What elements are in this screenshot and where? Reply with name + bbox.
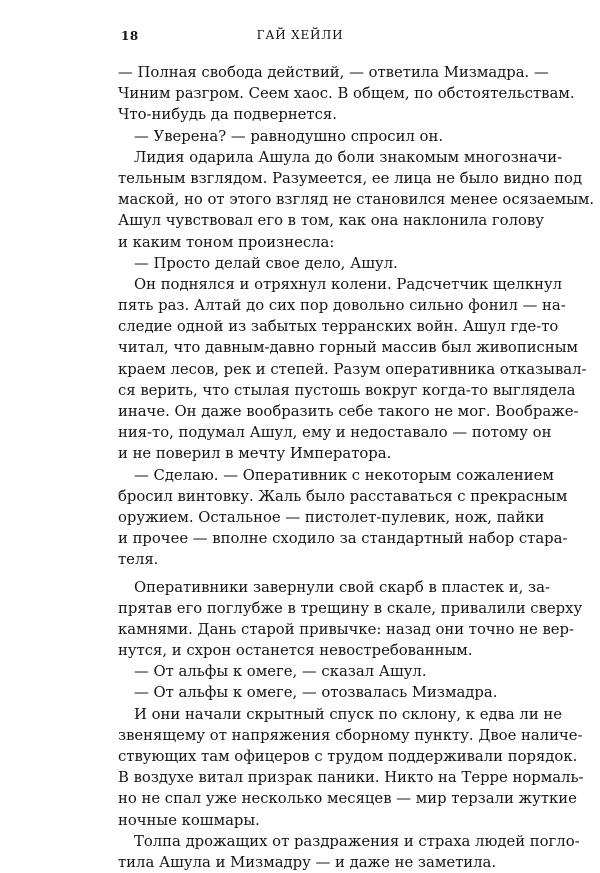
- text-line: бросил винтовку. Жаль было расставаться с прекрасным: [118, 487, 568, 505]
- text-line: и каким тоном произнесла:: [118, 233, 335, 251]
- text-line: нутся, и схрон останется невостребованным.: [118, 642, 473, 660]
- text-line: маской, но от этого взгляд не становился менее осязаемым.: [118, 191, 595, 209]
- text-line: И они начали скрытный спуск по склону, к едва ли не: [134, 705, 563, 723]
- text-line: Оперативники завернули свой скарб в пластек и, за-: [134, 578, 550, 596]
- text-line: следие одной из забытых терранских войн. Ашул где-то: [118, 318, 559, 336]
- text-line: читал, что давным-давно горный массив был живописным: [118, 339, 578, 357]
- text-line: Ашул чувствовал его в том, как она наклонила голову: [118, 212, 544, 230]
- text-line: ствующих там офицеров с трудом поддерживали порядок.: [118, 748, 578, 765]
- text-line: Лидия одарила Ашула до боли знакомым многозначи-: [134, 148, 563, 166]
- text-line: — От альфы к омеге, — отозвалась Мизмадра.: [134, 684, 498, 702]
- text-line: Чиним разгром. Сеем хаос. В общем, по обстоятельствам.: [118, 85, 575, 103]
- text-line: ночные кошмары.: [118, 811, 260, 829]
- text-line: и прочее — вполне сходило за стандартный набор старa-: [118, 530, 568, 548]
- text-line: звенящему от напряжения сборному пункту. Двое наличе-: [118, 726, 583, 744]
- text-line: — Полная свобода действий, — ответила Мизмадра. —: [118, 64, 549, 81]
- page-number: 18: [121, 29, 139, 43]
- text-line: ся верить, что стылая пустошь вокруг когда-то выглядела: [118, 381, 576, 399]
- text-line: камнями. Дань старой привычке: назад они точно не вер-: [118, 620, 575, 638]
- text-line: — Сделаю. — Оперативник с некоторым сожалением: [134, 466, 554, 484]
- text-line: ния-то, подумал Ашул, ему и недоставало — потому он: [118, 424, 552, 442]
- text-line: и не поверил в мечту Императора.: [118, 445, 392, 463]
- text-line: В воздухе витал призрак паники. Никто на Терре нормаль-: [118, 769, 584, 787]
- text-line: прятав его поглубже в трещину в скале, привалили сверху: [118, 599, 583, 617]
- text-line: но не спал уже несколько месяцев — мир терзали жуткие: [118, 790, 577, 808]
- text-line: — Просто делай свое дело, Ашул.: [134, 254, 398, 272]
- text-line: Он поднялся и отряхнул колени. Радсчетчик щелкнул: [134, 275, 563, 293]
- text-line: тила Ашула и Мизмадру — и даже не заметила.: [118, 853, 497, 871]
- text-line: краем лесов, рек и степей. Разум оперативника отказывал-: [118, 360, 587, 378]
- text-line: Что-нибудь да подвернется.: [118, 106, 337, 124]
- text-line: иначе. Он даже вообразить себе такого не мог. Воображе-: [118, 403, 579, 420]
- text-line: Толпа дрожащих от раздражения и страха людей погло-: [134, 832, 580, 850]
- text-line: тельным взглядом. Разумеется, ее лица не было видно под: [118, 169, 583, 187]
- running-head: ГАЙ ХЕЙЛИ: [256, 28, 344, 42]
- text-line: оружием. Остальное — пистолет-пулевик, нож, пайки: [118, 508, 545, 526]
- text-line: — Уверена? — равнодушно спросил он.: [134, 127, 444, 145]
- text-line: теля.: [118, 551, 159, 569]
- text-line: — От альфы к омеге, — сказал Ашул.: [134, 663, 427, 681]
- body-text: [118, 62, 595, 873]
- text-line: пять раз. Алтай до сих пор довольно сильно фонил — на-: [118, 297, 566, 315]
